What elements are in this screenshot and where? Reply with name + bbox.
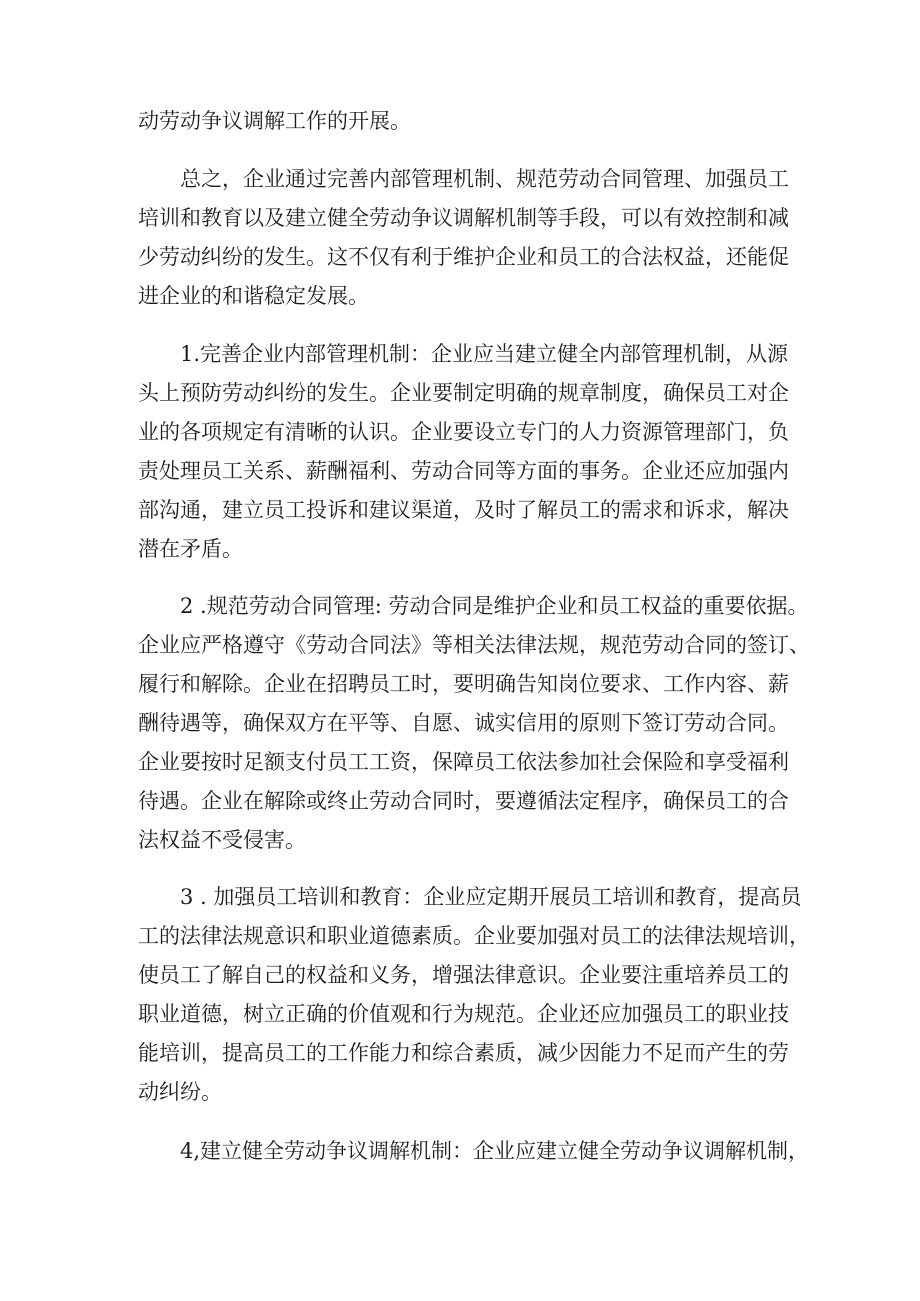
text-line: 3 . 加强员工培训和教育：企业应定期开展员工培训和教育，提高员 [180,885,802,909]
text-line: 进企业的和谐稳定发展。 [138,284,369,308]
text-line: 动纠纷。 [138,1080,222,1104]
text-line: 头上预防劳动纠纷的发生。企业要制定明确的规章制度，确保员工对企 [138,381,789,405]
text-line: 2 .规范劳动合同管理: 劳动合同是维护企业和员工权益的重要依据。 [180,594,809,618]
text-line: 职业道德，树立正确的价值观和行为规范。企业还应加强员工的职业技 [138,1002,789,1026]
text-line: 法权益不受侵害。 [138,828,306,852]
text-line: 业的各项规定有清晰的认识。企业要设立专门的人力资源管理部门，负 [138,420,789,444]
text-line: 使员工了解自己的权益和义务，增强法律意识。企业要注重培养员工的 [138,963,789,987]
text-line: 酬待遇等，确保双方在平等、自愿、诚实信用的原则下签订劳动合同。 [138,711,789,735]
text-line: 履行和解除。企业在招聘员工时，要明确告知岗位要求、工作内容、薪 [138,672,789,696]
text-line: 企业要按时足额支付员工工资，保障员工依法参加社会保险和享受福利 [138,750,789,774]
text-line: 动劳动争议调解工作的开展。 [138,109,411,133]
text-line: 少劳动纠纷的发生。这不仅有利于维护企业和员工的合法权益，还能促 [138,245,789,269]
text-line: 4,建立健全劳动争议调解机制：企业应建立健全劳动争议调解机制， [180,1139,810,1163]
text-line: 潜在矛盾。 [138,537,243,561]
text-line: 总之，企业通过完善内部管理机制、规范劳动合同管理、加强员工 [180,167,789,191]
text-line: 部沟通，建立员工投诉和建议渠道，及时了解员工的需求和诉求，解决 [138,498,789,522]
text-line: 能培训，提高员工的工作能力和综合素质，减少因能力不足而产生的劳 [138,1041,789,1065]
text-line: 待遇。企业在解除或终止劳动合同时，要遵循法定程序，确保员工的合 [138,789,789,813]
text-line: 1.完善企业内部管理机制：企业应当建立健全内部管理机制，从源 [180,342,789,366]
text-line: 责处理员工关系、薪酬福利、劳动合同等方面的事务。企业还应加强内 [138,459,789,483]
text-line: 培训和教育以及建立健全劳动争议调解机制等手段，可以有效控制和减 [138,206,789,230]
text-line: 工的法律法规意识和职业道德素质。企业要加强对员工的法律法规培训， [138,924,810,948]
text-line: 企业应严格遵守《劳动合同法》等相关法律法规，规范劳动合同的签订、 [138,633,810,657]
